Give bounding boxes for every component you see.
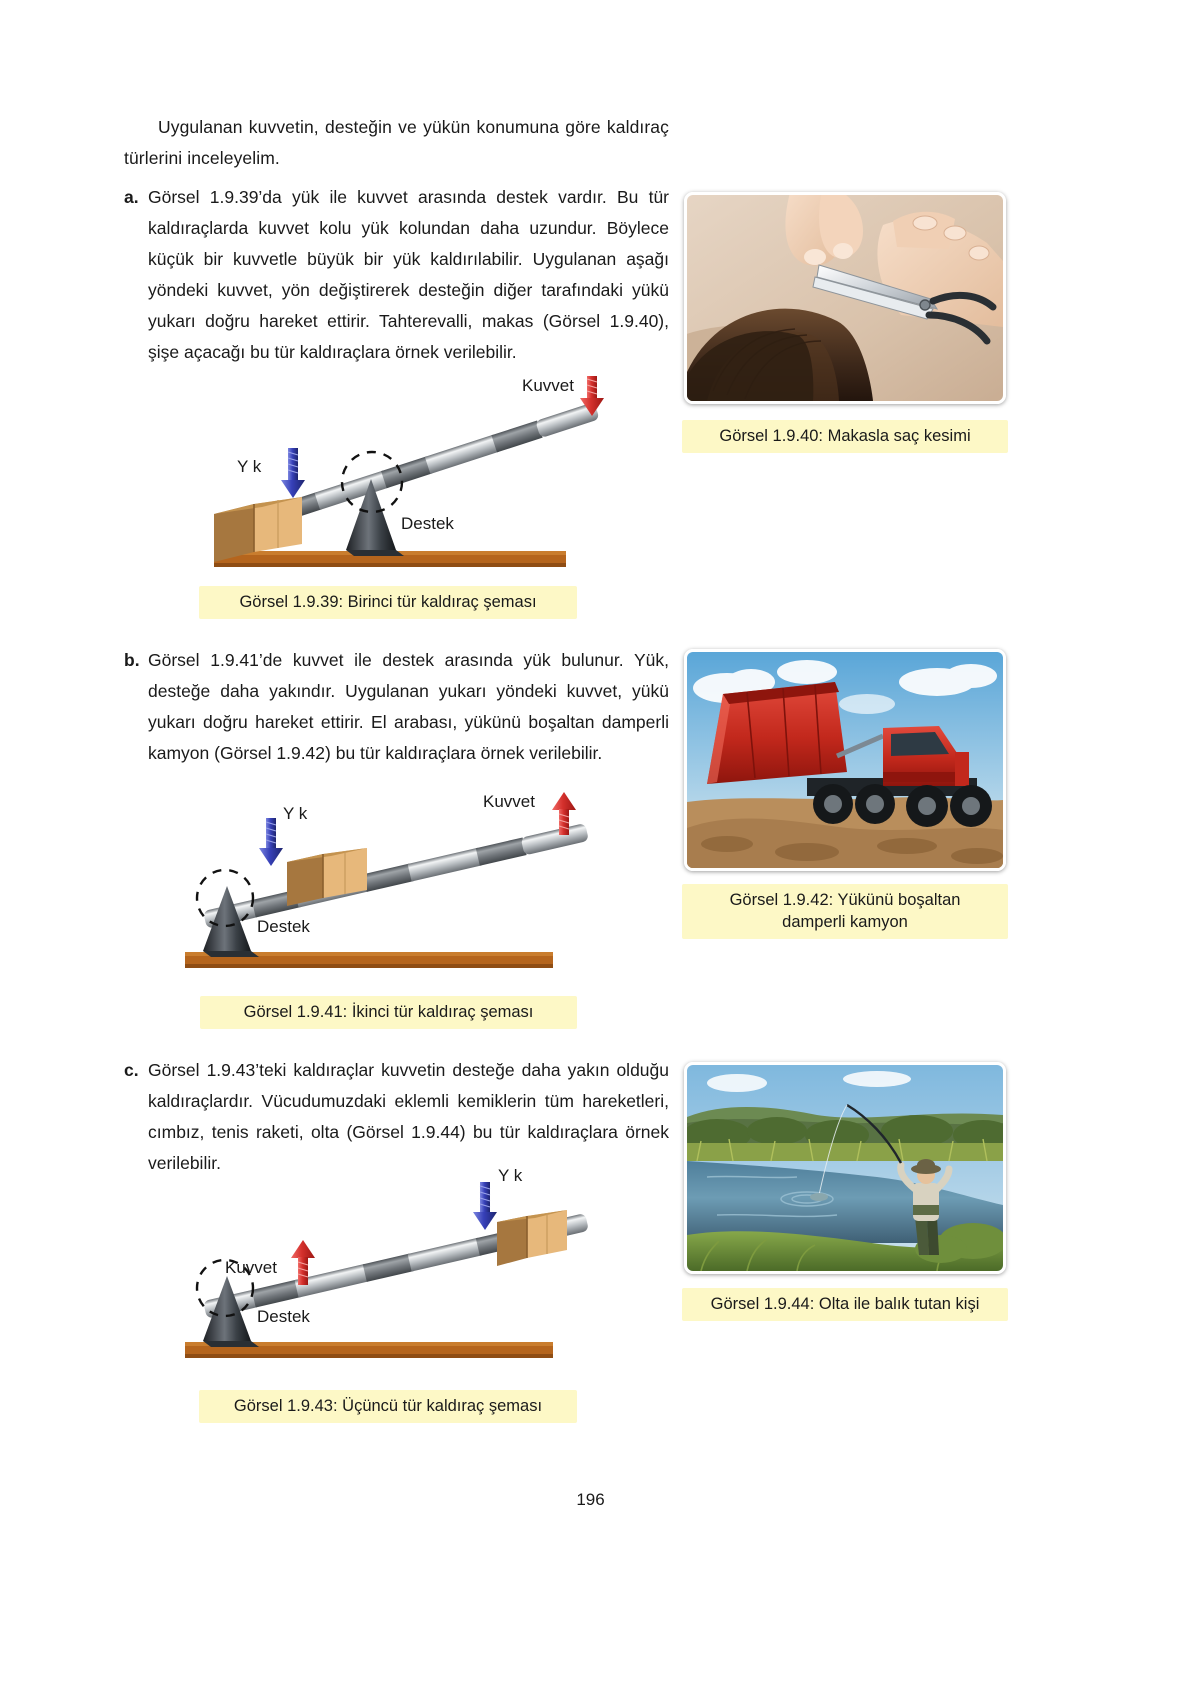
intro-paragraph <box>124 112 669 174</box>
load-arrow-shape <box>281 448 305 498</box>
list-marker-b: b. <box>124 650 140 670</box>
caption-lever-2: Görsel 1.9.41: İkinci tür kaldıraç şeması <box>200 996 577 1029</box>
caption-photo-truck-line1: Görsel 1.9.42: Yükünü boşaltan <box>729 891 961 909</box>
caption-photo-scissors: Görsel 1.9.40: Makasla saç kesimi <box>682 420 1008 453</box>
photo-scissors <box>684 192 1006 404</box>
label-force-3: Kuvvet <box>225 1258 277 1277</box>
lever-diagram-2 <box>175 790 595 980</box>
load-arrow-shape-3 <box>473 1182 497 1230</box>
caption-lever-1: Görsel 1.9.39: Birinci tür kaldıraç şeması <box>199 586 577 619</box>
lever-diagram-1 <box>196 366 616 581</box>
label-load-1: Y k <box>237 457 262 476</box>
label-force-2: Kuvvet <box>483 792 535 811</box>
list-item-a <box>124 182 669 368</box>
label-load-3: Y k <box>498 1166 523 1185</box>
caption-lever-3: Görsel 1.9.43: Üçüncü tür kaldıraç şeması <box>199 1390 577 1423</box>
list-text-c: Görsel 1.9.43’teki kaldıraçlar kuvvetin desteğe daha yakın olduğu kaldıraçlardır. Vücudumuzdaki eklemli kemiklerin tüm hareketleri, cımbız, tenis raketi, olta (Görsel 1.9.44) bu tür kaldıraçlara örnek verilebilir. <box>148 1060 669 1173</box>
intro-text: Uygulanan kuvvetin, desteğin ve yükün konumuna göre kaldıraç türlerini inceleyelim. <box>124 117 669 168</box>
label-fulcrum-2: Destek <box>257 917 310 936</box>
caption-photo-truck-line2: damperli kamyon <box>782 913 908 931</box>
label-force-1: Kuvvet <box>522 376 574 395</box>
lever-diagram-3 <box>175 1166 595 1370</box>
list-text-a: Görsel 1.9.39’da yük ile kuvvet arasında destek vardır. Bu tür kaldıraçlarda kuvvet kolu yük kolundan daha uzundur. Böylece küçük bir kuvvetle büyük bir yük kaldırılabilir. Uygulanan aşağı yöndeki kuvvet, yön değiştirerek desteğin diğer tarafındaki yükü yukarı doğru hareket ettirir. Tahterevalli, makas (Görsel 1.9.40), şişe açacağı bu tür kaldıraçlara örnek verilebilir. <box>148 187 669 362</box>
caption-photo-truck <box>682 884 1008 939</box>
list-marker-a: a. <box>124 187 139 207</box>
photo-truck <box>684 649 1006 871</box>
list-item-c <box>124 1055 669 1179</box>
caption-photo-fishing: Görsel 1.9.44: Olta ile balık tutan kişi <box>682 1288 1008 1321</box>
page-number: 196 <box>576 1490 605 1509</box>
photo-fishing <box>684 1062 1006 1274</box>
list-marker-c: c. <box>124 1060 139 1080</box>
label-fulcrum-3: Destek <box>257 1307 310 1326</box>
list-item-b <box>124 645 669 769</box>
list-text-b: Görsel 1.9.41’de kuvvet ile destek arasında yük bulunur. Yük, desteğe daha yakındır. Uygulanan yukarı yöndeki kuvvet, yükü yukarı doğru hareket ettirir. El arabası, yükünü boşaltan damperli kamyon (Görsel 1.9.42) bu tür kaldıraçlara örnek verilebilir. <box>148 650 669 763</box>
load-box-shape-3 <box>497 1210 567 1266</box>
label-load-2: Y k <box>283 804 308 823</box>
load-arrow-shape-2 <box>259 818 283 866</box>
label-fulcrum-1: Destek <box>401 514 454 533</box>
